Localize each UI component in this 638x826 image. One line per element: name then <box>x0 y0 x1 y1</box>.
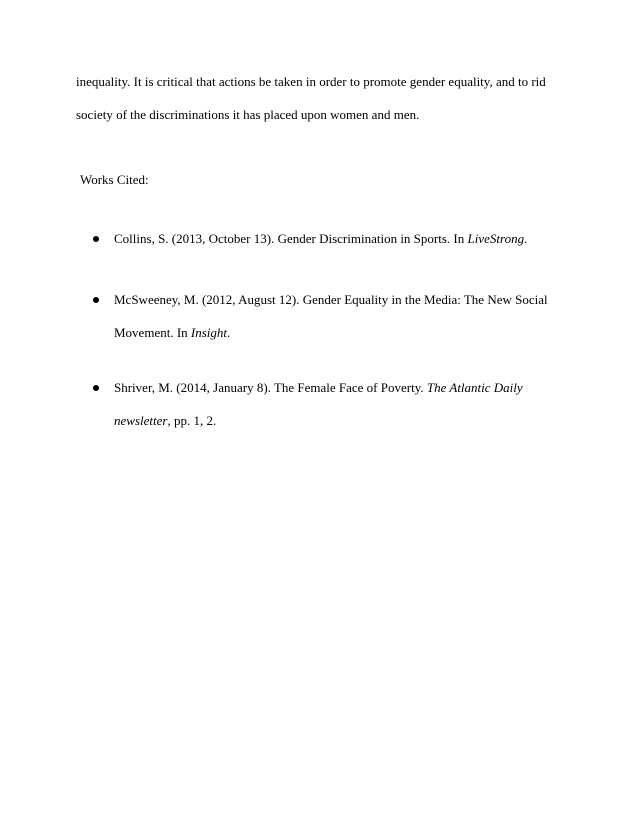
citation-text-continued <box>114 413 216 429</box>
citation-text <box>114 380 523 396</box>
bullet-icon <box>93 236 99 242</box>
citation-source-title: newsletter <box>114 413 168 428</box>
citation-text-continued <box>114 325 230 341</box>
paragraph-line: society of the discriminations it has placed upon women and men. <box>76 107 420 122</box>
works-cited-heading: Works Cited: <box>80 172 149 187</box>
paragraph-line: inequality. It is critical that actions be taken in order to promote gender equality, and to rid <box>76 74 546 89</box>
bullet-icon <box>93 297 99 303</box>
citation-text-plain: . <box>524 231 528 246</box>
citation-text <box>114 231 527 247</box>
citation-text-plain: Movement. In <box>114 325 191 340</box>
citation-text-plain: Collins, S. (2013, October 13). Gender Discrimination in Sports. In <box>114 231 468 246</box>
citation-text-plain: . <box>227 325 231 340</box>
citation-text-plain: Shriver, M. (2014, January 8). The Female Face of Poverty. <box>114 380 427 395</box>
citation-source-title: Insight <box>190 325 228 340</box>
citation-source-title: The Atlantic Daily <box>426 380 523 395</box>
bullet-icon <box>93 385 99 391</box>
citation-source-title: LiveStrong <box>467 231 525 246</box>
citation-text-plain: , pp. 1, 2. <box>167 413 217 428</box>
citation-text: McSweeney, M. (2012, August 12). Gender Equality in the Media: The New Social <box>114 292 548 307</box>
